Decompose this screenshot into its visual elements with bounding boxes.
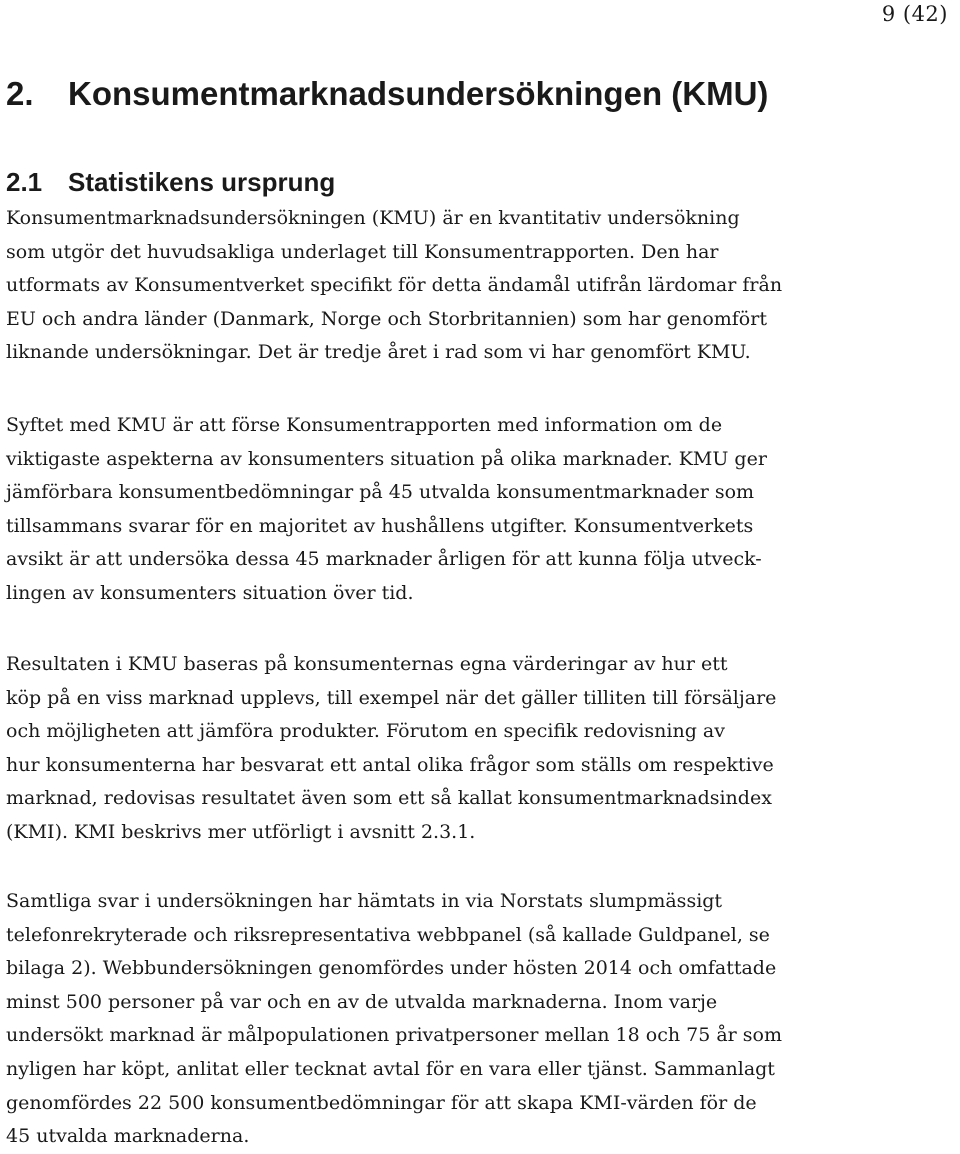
- paragraph-line: viktigaste aspekterna av konsumenters situation på olika marknader. KMU ger: [6, 447, 767, 470]
- paragraph-line: jämförbara konsumentbedömningar på 45 utvalda konsumentmarknader som: [6, 481, 755, 504]
- paragraph-line: nyligen har köpt, anlitat eller tecknat avtal för en vara eller tjänst. Sammanlagt: [6, 1057, 775, 1080]
- paragraph-3: [6, 648, 946, 850]
- paragraph-line: Syftet med KMU är att förse Konsumentrapporten med information om de: [6, 414, 723, 436]
- chapter-number: 2.: [6, 75, 34, 112]
- paragraph-line: telefonrekryterade och riksrepresentativa webbpanel (så kallade Guldpanel, se: [6, 923, 770, 946]
- chapter-title: Konsumentmarknadsundersökningen (KMU): [68, 75, 769, 112]
- paragraph-line: som utgör det huvudsakliga underlaget till Konsumentrapporten. Den har: [6, 240, 719, 263]
- section-heading: [6, 164, 335, 200]
- paragraph-line: 45 utvalda marknaderna.: [6, 1125, 250, 1148]
- paragraph-line: Samtliga svar i undersökningen har hämtats in via Norstats slumpmässigt: [6, 890, 723, 912]
- chapter-heading: [6, 72, 768, 116]
- paragraph-1: [6, 202, 946, 370]
- paragraph-line: (KMI). KMI beskrivs mer utförligt i avsnitt 2.3.1.: [6, 820, 476, 843]
- paragraph-line: Resultaten i KMU baseras på konsumenternas egna värderingar av hur ett: [6, 653, 728, 675]
- paragraph-4: [6, 885, 946, 1154]
- paragraph-line: minst 500 personer på var och en av de utvalda marknaderna. Inom varje: [6, 990, 718, 1013]
- paragraph-line: och möjligheten att jämföra produkter. Förutom en specifik redovisning av: [6, 720, 725, 743]
- paragraph-line: köp på en viss marknad upplevs, till exempel när det gäller tilliten till försäljare: [6, 686, 777, 709]
- paragraph-line: avsikt är att undersöka dessa 45 marknader årligen för att kunna följa utveck-: [6, 548, 762, 571]
- paragraph-line: EU och andra länder (Danmark, Norge och Storbritannien) som har genomfört: [6, 307, 767, 330]
- page-number: 9 (42): [881, 2, 948, 26]
- paragraph-line: marknad, redovisas resultatet även som ett så kallat konsumentmarknadsindex: [6, 787, 772, 810]
- paragraph-line: undersökt marknad är målpopulationen privatpersoner mellan 18 och 75 år som: [6, 1024, 782, 1047]
- section-number: 2.1: [6, 167, 43, 197]
- paragraph-line: genomfördes 22 500 konsumentbedömningar för att skapa KMI-värden för de: [6, 1091, 757, 1114]
- paragraph-line: utformats av Konsumentverket specifikt för detta ändamål utifrån lärdomar från: [6, 274, 783, 297]
- paragraph-line: bilaga 2). Webbundersökningen genomfördes under hösten 2014 och omfattade: [6, 957, 777, 980]
- paragraph-line: hur konsumenterna har besvarat ett antal olika frågor som ställs om respektive: [6, 753, 774, 776]
- section-title: Statistikens ursprung: [68, 167, 336, 197]
- paragraph-2: [6, 409, 946, 611]
- paragraph-line: tillsammans svarar för en majoritet av hushållens utgifter. Konsumentverkets: [6, 514, 754, 537]
- paragraph-line: liknande undersökningar. Det är tredje året i rad som vi har genomfört KMU.: [6, 341, 751, 364]
- paragraph-line: lingen av konsumenters situation över tid.: [6, 581, 414, 604]
- paragraph-line: Konsumentmarknadsundersökningen (KMU) är en kvantitativ undersökning: [6, 207, 740, 229]
